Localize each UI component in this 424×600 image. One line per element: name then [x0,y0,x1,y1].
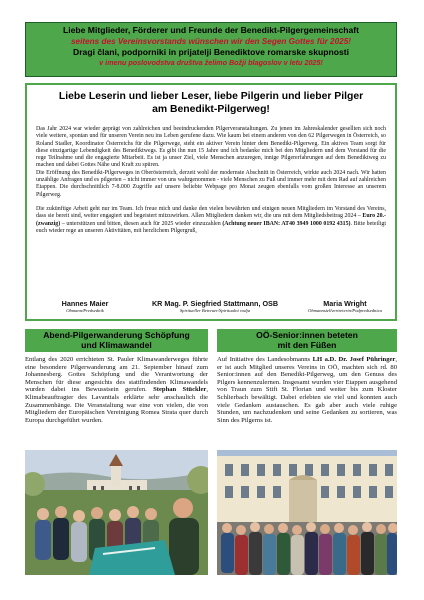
article-text-b: , er ist auch Mitglied unseres Vereins in OÖ, machten sich rd. 80 Senior:innen auf den Benedikt-Pilgerweg, um den Genuss des Pilgers kennenzulernen. Insgesamt wurden vier Etappen ausgehend von Traun zum Stift St. Florian und weiter bis zum Kloster Schlierbach bewältigt. Dabei erlebten sie viel und konnten auch viele Gedanken austauschen. Es gab aber auch viele ruhige Stunden, um nachzudenken und seine Gedanken zu sortieren, was Sinn des Pilgerns ist. [217,356,397,424]
group-photo-climate-walk [25,450,208,575]
greeting-banner [25,22,397,77]
article-text-b: , Klimabeauftragter des Lavanttals erklärte sehr anschaulich die Zusammenhänge. Die Veranstaltung war eine von vielen, die von Mitgliedern der Europäischen Vereinigung Romea Strata quer durch Europa durchgeführt wurden. [25,386,209,424]
membership-fee: Euro 20.- (zwanzig) [36,213,386,227]
letter-paragraph-1: Das Jahr 2024 war wieder geprägt von zahlreichen und beeindruckenden Pilgerveranstaltungen. Zu jenen im Jahreskalender gesellten sich noch viele weitere, spontan und für unseren Verein neu ins Leben gerufene dazu. Wie kaum bei einem anderen von den 62 Pilgerwegen in Österreich, so Roland Stadler, Koordinator Österreichs für die Pilgerwege, steht ein aktiver Verein hinter dem Benedikt-Pilgerweg. Ein aktives Team sorgt für diese einzigartige Lebendigkeit des Benediktwegs. Es gibt ihn nun 15 Jahre und ich bedanke mich bei den Mitgliedern und dem Vorstand für die rege Teilnahme und die engagierte Mitarbeit. Es ist ja unser Ziel, viele Menschen anzuregen, innige Pilgererfahrungen auf dem Benediktweg zu machen und dabei Gottes Nähe und Kraft zu spüren. [36,126,386,169]
letter-title-line-2: am Benedikt-Pilgerweg! [152,104,270,115]
letter-paragraph-2: Die Eröffnung des Benedikt-Pilgerweges in Oberösterreich, derzeit wohl der modernste Abschnitt in Österreich, wirkte auch 2024 nach. Wir hatten unzählige Anfragen und es pilgerten – nicht immer von uns wahrgenommen - viele Menschen zu Fuß und immer mehr mit dem Rad auf zahlreichen Etappen. Die durchschnittlich 7-8.000 Zugriffe auf unsere beliebte Webpage pro Monat zeugen ebenfalls vom großen Interesse an unserem Pilgerweg. [36,169,386,198]
letter-paragraph-3-c: . Bitte beteiligt euch wieder rege an unseren Aktivitäten, mit herzlichem Pilgergruß, [36,220,386,234]
heading-line-2: und Klimawandel [81,340,152,350]
article-person: LH a.D. Dr. Josef Pühringer [312,356,396,363]
signature-spiritual-advisor [140,299,290,314]
article-seniors [217,356,397,424]
letter-paragraph-3-a: Die zukünftige Arbeit geht nur im Team. Ich freue mich und danke den vielen bewährten und einigen neuen Mitgliedern im Vorstand des Vereins, dass sie bereit sind, weiter engagiert und begeistert mitzuwirken. Allen Mitgliedern danken wir, die uns mit dem Mitgliedsbeitrag 2024 – [36,205,386,220]
banner-line-2: seitens des Vereinsvorstands wünschen wir den Segen Gottes für 2025! [71,37,351,46]
signature-role: Obmann/Predsednik [66,308,104,313]
section-heading-climate [25,329,208,352]
heading-line-1: OÖ-Senior:innen beteten [256,330,358,340]
section-heading-seniors [217,329,397,352]
editorial-letter [25,83,397,321]
signature-role: Spiritueller Betreuer/Spiritualni vodja [179,308,251,313]
group-photo-seniors [217,450,397,575]
heading-line-2: mit den Füßen [277,340,337,350]
iban-notice: (Achtung neuer IBAN: AT40 3949 1000 0192 4315) [222,220,351,227]
signature-name: Maria Wright [323,299,367,308]
article-person: Stephan Stückler [153,386,207,394]
signature-name: Hannes Maier [61,299,109,308]
heading-line-1: Abend-Pilgerwanderung Schöpfung [43,330,190,340]
letter-title-line-1: Liebe Leserin und lieber Leser, liebe Pilgerin und lieber Pilger [58,91,364,102]
banner-line-1: Liebe Mitglieder, Förderer und Freunde der Benedikt-Pilgergemeinschaft [62,25,360,35]
letter-body [36,126,386,235]
signature-chairman [40,299,130,314]
signature-deputy [298,299,392,314]
letter-paragraph-3 [36,206,386,235]
letter-title [36,90,386,116]
banner-line-3: Dragi člani, podporniki in prijatelji Benediktove romarske skupnosti [72,47,350,57]
banner-line-4: v imenu poslovodstva društva želimo Božji blagoslov v letu 2025! [99,58,323,67]
article-climate [25,356,208,424]
signature-name: KR Mag. P. Siegfried Stattmann, OSB [151,299,279,308]
article-text-a: Entlang des 2020 errichteten St. Pauler Klimawanderweges führte eine besondere Pilgerwanderung am 21. September hinauf zum Johannesberg. Gottes Schöpfung und die Verantwortung der Menschen für diese angesichts des stattfindenden Klimawandels wurden dabei ins Bewusstsein gerufen. [25,356,208,394]
letter-paragraph-3-b: – unterstützen und bitten, diesen auch für 2025 wieder einzuzahlen [60,220,223,227]
signature-role: Obmannstellvertreterin/Podpredsednica [308,308,382,313]
article-text-a: Auf Initiative des Landesobmanns [217,356,313,363]
